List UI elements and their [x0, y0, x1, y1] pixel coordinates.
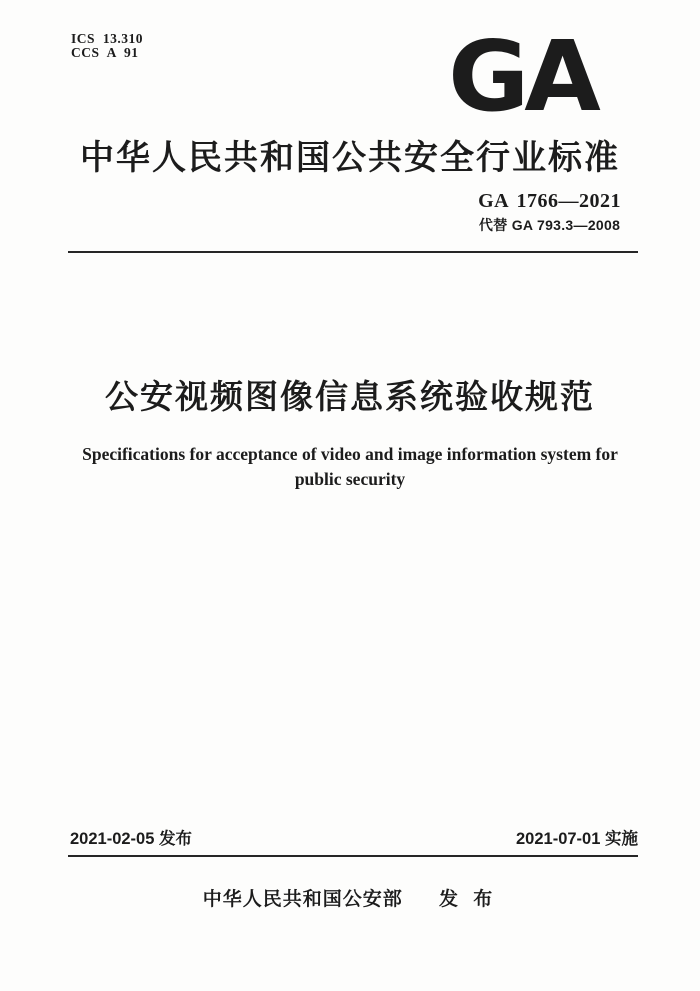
ga-logo: GA: [448, 20, 596, 133]
standard-number: GA 1766—2021: [478, 190, 621, 212]
header-rule: [68, 251, 638, 253]
document-title-en-line1: Specifications for acceptance of video and image information system for: [82, 444, 618, 464]
implement-date: 2021-07-01 实施: [516, 830, 638, 848]
document-title-zh: 公安视频图像信息系统验收规范: [105, 378, 595, 415]
standard-class-heading: 中华人民共和国公共安全行业标准: [80, 139, 620, 177]
publish-label: 发 布: [439, 889, 498, 910]
document-title-en-line2: public security: [294, 469, 406, 489]
document-title-en: [0, 442, 700, 492]
replaces-note: 代替 GA 793.3—2008: [478, 217, 621, 233]
footer-rule: [68, 855, 638, 857]
issue-date: 2021-02-05 发布: [70, 830, 192, 848]
ics-code: ICS 13.310: [71, 31, 144, 46]
standard-number-block: [478, 191, 621, 232]
footer-dates: [70, 829, 638, 849]
publisher: 中华人民共和国公安部: [202, 889, 403, 910]
publisher-line: [0, 888, 700, 912]
ccs-code: CCS A 91: [71, 44, 139, 60]
classification-codes: [71, 32, 143, 59]
